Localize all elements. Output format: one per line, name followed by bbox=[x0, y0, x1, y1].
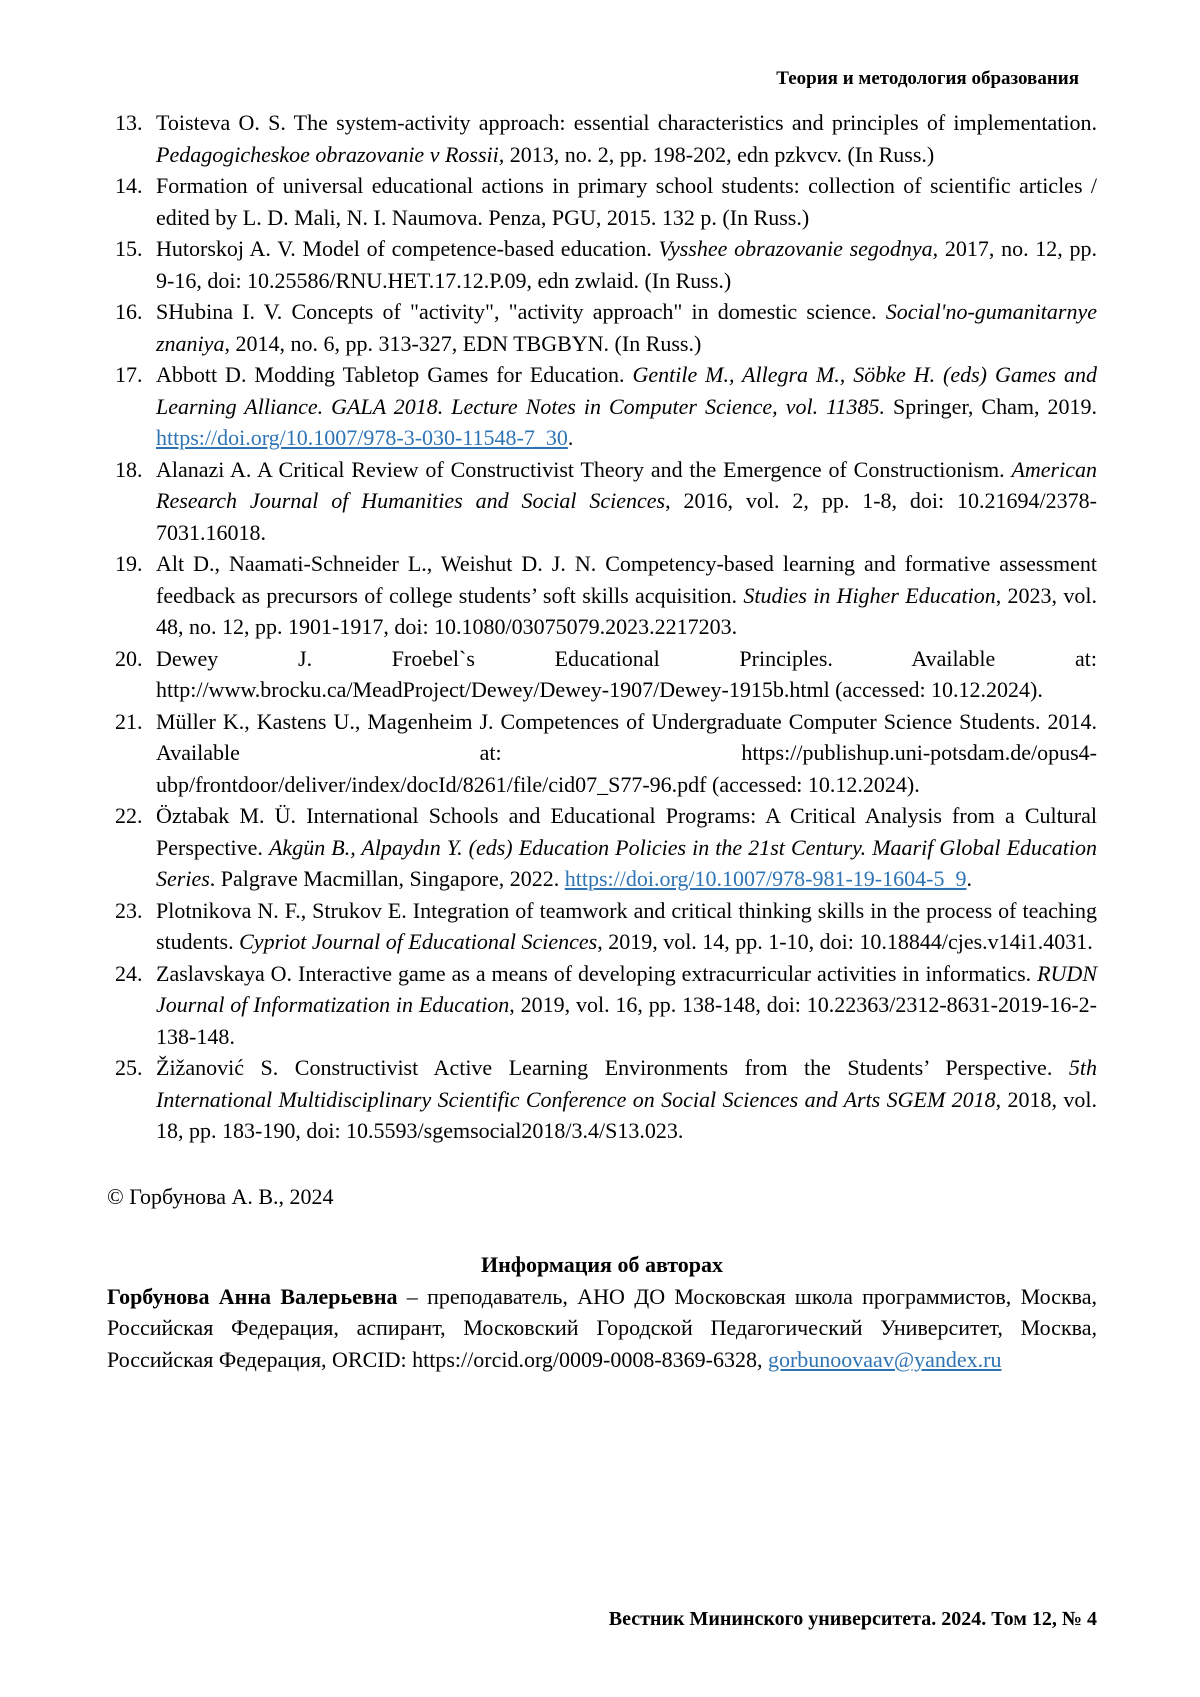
text-run: , 2019, vol. 16, pp. 138-148, doi: 10.22363/2312-8631-2019-16-2-138-148. bbox=[156, 992, 1097, 1049]
reference-number: 22. bbox=[115, 803, 143, 828]
reference-item bbox=[107, 800, 1097, 895]
reference-number: 21. bbox=[115, 708, 143, 734]
text-run: Hutorskoj A. V. Model of competence-based education. bbox=[156, 236, 659, 261]
text-run: Dewey J. Froebel`s Educational Principles. Available at: http://www.brocku.ca/MeadProject/Dewey/Dewey-1907/Dewey-1915b.html (accessed: 10.12.2024). bbox=[156, 645, 1097, 702]
reference-text bbox=[156, 299, 1097, 356]
reference-text bbox=[156, 110, 1097, 167]
reference-number: 23. bbox=[115, 897, 143, 923]
text-run: Žižanović S. Constructivist Active Learning Environments from the Students’ Perspective. bbox=[156, 1055, 1069, 1080]
author-info-paragraph bbox=[107, 1281, 1097, 1376]
text-run: Alt D., Naamati-Schneider L., Weishut D. J. N. Competency-based learning and formative assessment feedback as precursors of college students’ soft skills acquisition. bbox=[156, 551, 1097, 608]
authors-heading: Информация об авторах bbox=[480, 1252, 724, 1277]
text-run: Formation of universal educational actions in primary school students: collection of scientific articles / edited by L. D. Mali, N. I. Naumova. Penza, PGU, 2015. 132 p. (In Russ.) bbox=[156, 173, 1097, 230]
reference-text bbox=[156, 961, 1097, 1049]
italic-text: Social'no-gumanitarnye znaniya bbox=[156, 299, 1097, 356]
running-header: Теория и методология образования bbox=[776, 68, 1079, 89]
reference-number: 13. bbox=[115, 110, 143, 135]
text-run: , 2019, vol. 14, pp. 1-10, doi: 10.18844/cjes.v14i1.4031. bbox=[597, 929, 1093, 954]
text-run: , 2018, vol. 18, pp. 183-190, doi: 10.5593/sgemsocial2018/3.4/S13.023. bbox=[156, 1086, 1097, 1143]
reference-text bbox=[156, 173, 1097, 230]
italic-text: American Research Journal of Humanities and Social Sciences bbox=[156, 456, 1097, 513]
reference-item bbox=[107, 233, 1097, 296]
reference-text bbox=[156, 236, 1097, 293]
text-run: , 2016, vol. 2, pp. 1-8, doi: 10.21694/2378-7031.16018. bbox=[156, 488, 1097, 545]
doi-link[interactable]: https://doi.org/10.1007/978-981-19-1604-5_9 bbox=[564, 866, 967, 891]
reference-text bbox=[156, 362, 1097, 450]
text-run: SHubina I. V. Concepts of "activity", "activity approach" in domestic science. bbox=[156, 299, 886, 324]
text-run: Abbott D. Modding Tabletop Games for Education. bbox=[156, 362, 633, 387]
text-run: – преподаватель, АНО ДО Московская школа программистов, Москва, Российская Федерация, аспирант, Московский Городской Педагогический Университет, Москва, Российская Федерация, ORCID: https://orcid.org/0009-0008-8369-6328, bbox=[107, 1283, 1097, 1372]
reference-text bbox=[156, 551, 1097, 639]
reference-number: 14. bbox=[115, 173, 143, 198]
reference-item bbox=[107, 706, 1097, 801]
reference-text bbox=[156, 709, 1097, 797]
italic-text: Gentile M., Allegra M., Söbke H. (eds) Games and Learning Alliance. GALA 2018. Lecture Notes in Computer Science, vol. 11385. bbox=[156, 362, 1097, 419]
text-run: Plotnikova N. F., Strukov E. Integration of teamwork and critical thinking skills in the process of teaching students. bbox=[156, 897, 1097, 954]
text-run: , 2014, no. 6, pp. 313-327, EDN TBGBYN. (In Russ.) bbox=[224, 330, 702, 356]
running-footer: Вестник Мининского университета. 2024. Том 12, № 4 bbox=[608, 1608, 1097, 1630]
reference-number: 25. bbox=[115, 1055, 143, 1080]
text-run: Müller K., Kastens U., Magenheim J. Competences of Undergraduate Computer Science Students. 2014. Available at: https://publishup.uni-potsdam.de/opus4-ubp/frontdoor/deliver/index/docId/8261/file/cid07_S77-96.pdf (accessed: 10.12.2024). bbox=[156, 708, 1097, 797]
text-run: Springer, Cham, 2019. bbox=[884, 393, 1097, 419]
reference-item bbox=[107, 296, 1097, 359]
reference-text bbox=[156, 1055, 1097, 1143]
text-run: Öztabak M. Ü. International Schools and Educational Programs: A Critical Analysis from a Cultural Perspective. bbox=[156, 803, 1097, 860]
reference-item bbox=[107, 958, 1097, 1053]
reference-text bbox=[156, 457, 1097, 545]
text-run: . bbox=[966, 866, 972, 891]
italic-text: Pedagogicheskoe obrazovanie v Rossii, bbox=[156, 141, 505, 167]
italic-text: Vysshee obrazovanie segodnya bbox=[658, 236, 933, 261]
text-run: Toisteva O. S. The system-activity approach: essential characteristics and principles of implementation. bbox=[156, 110, 1097, 135]
reference-number: 24. bbox=[115, 960, 143, 986]
reference-text bbox=[156, 646, 1097, 703]
email-link[interactable]: gorbunoovaav@yandex.ru bbox=[767, 1346, 1002, 1372]
italic-text: 5th International Multidisciplinary Scientific Conference on Social Sciences and Arts SGEM 2018 bbox=[156, 1055, 1097, 1112]
text-run: Zaslavskaya O. Interactive game as a means of developing extracurricular activities in informatics. bbox=[156, 960, 1038, 986]
reference-item bbox=[107, 454, 1097, 549]
reference-number: 19. bbox=[115, 551, 143, 576]
reference-item bbox=[107, 643, 1097, 706]
reference-item bbox=[107, 359, 1097, 454]
text-run: Alanazi A. A Critical Review of Constructivist Theory and the Emergence of Constructionism. bbox=[156, 456, 1012, 482]
text-run: , 2023, vol. 48, no. 12, pp. 1901-1917, doi: 10.1080/03075079.2023.2217203. bbox=[156, 582, 1097, 639]
reference-number: 18. bbox=[115, 456, 143, 482]
italic-text: RUDN Journal of Informatization in Education bbox=[156, 960, 1097, 1017]
reference-item bbox=[107, 548, 1097, 643]
reference-item bbox=[107, 170, 1097, 233]
text-run: . Palgrave Macmillan, Singapore, 2022. bbox=[209, 866, 565, 891]
copyright-line: © Горбунова А. В., 2024 bbox=[107, 1183, 334, 1209]
text-run: . bbox=[567, 425, 574, 450]
reference-item bbox=[107, 895, 1097, 958]
reference-number: 16. bbox=[115, 299, 143, 324]
reference-text bbox=[156, 898, 1097, 955]
text-run: , 2017, no. 12, pp. 9-16, doi: 10.25586/RNU.HET.17.12.P.09, edn zwlaid. (In Russ.) bbox=[156, 236, 1098, 293]
reference-text bbox=[156, 803, 1097, 891]
reference-number: 15. bbox=[115, 236, 143, 261]
italic-text: Cypriot Journal of Educational Sciences bbox=[239, 929, 598, 954]
text-run: 2013, no. 2, pp. 198-202, edn pzkvcv. (In Russ.) bbox=[504, 141, 935, 167]
reference-item bbox=[107, 107, 1097, 170]
reference-number: 20. bbox=[115, 645, 143, 671]
doi-link[interactable]: https://doi.org/10.1007/978-3-030-11548-7_30 bbox=[156, 425, 568, 450]
reference-item bbox=[107, 1052, 1097, 1147]
references-list bbox=[107, 107, 1097, 1147]
reference-number: 17. bbox=[115, 362, 143, 387]
italic-text: Studies in Higher Education bbox=[743, 582, 996, 608]
bold-text: Горбунова Анна Валерьевна bbox=[107, 1283, 398, 1309]
italic-text: Akgün B., Alpaydın Y. (eds) Education Policies in the 21st Century. Maarif Global Education Series bbox=[156, 834, 1098, 891]
